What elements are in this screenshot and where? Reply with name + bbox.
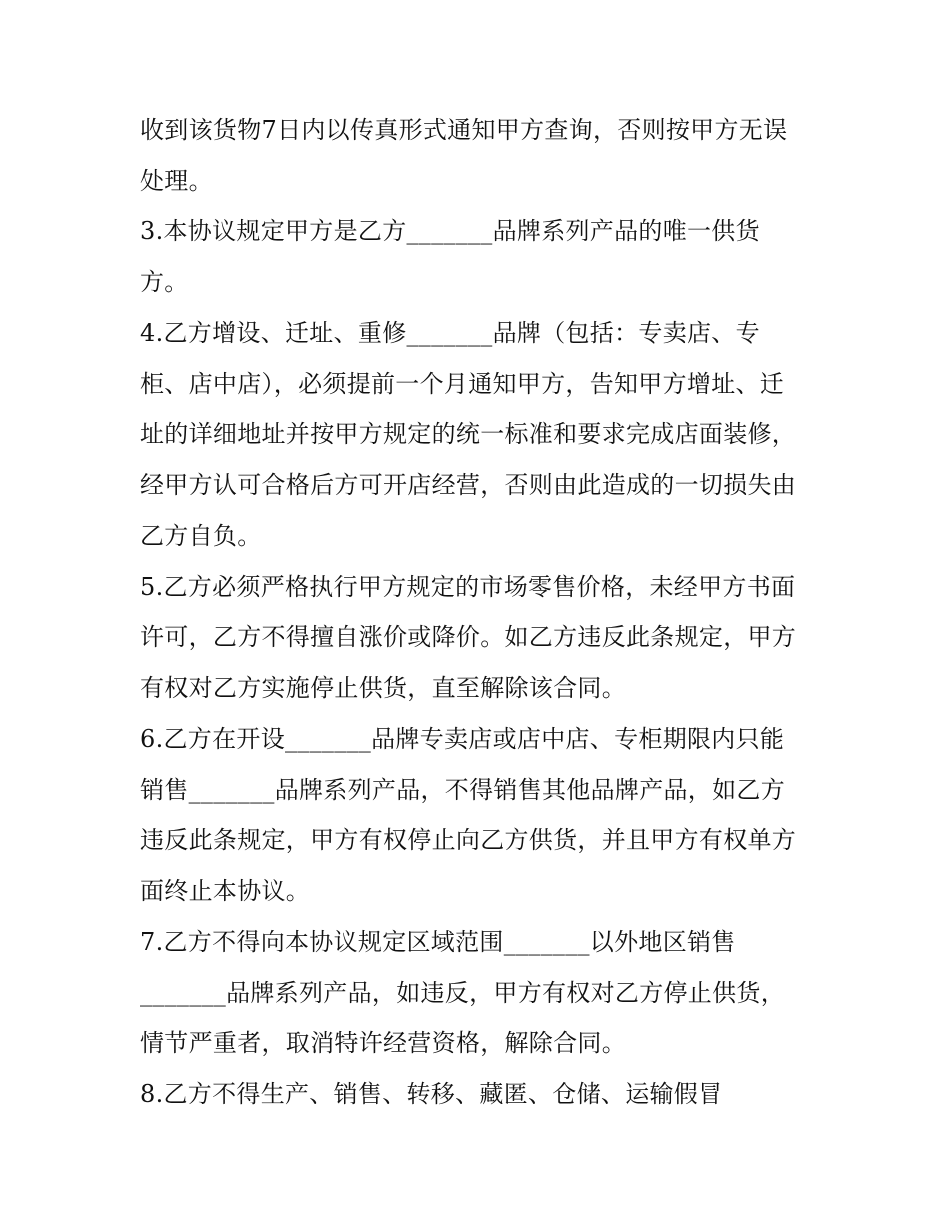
- text-line: 柜、店中店），必须提前一个月通知甲方，告知甲方增址、迁: [140, 370, 785, 398]
- text-line: 6.乙方在开设_______品牌专卖店或店中店、专柜期限内只能: [140, 725, 785, 753]
- text-line: 7.乙方不得向本协议规定区域范围_______以外地区销售: [140, 928, 736, 956]
- text-line: 3.本协议规定甲方是乙方_______品牌系列产品的唯一供货: [140, 217, 760, 245]
- text-line: 收到该货物7日内以传真形式通知甲方查询，否则按甲方无误: [140, 116, 788, 144]
- text-line: 违反此条规定，甲方有权停止向乙方供货，并且甲方有权单方: [140, 826, 797, 854]
- text-line: 址的详细地址并按甲方规定的统一标准和要求完成店面装修，: [140, 420, 797, 448]
- text-line: _______品牌系列产品，如违反，甲方有权对乙方停止供货，: [140, 979, 785, 1007]
- text-line: 方。: [140, 268, 189, 296]
- text-line: 4.乙方增设、迁址、重修_______品牌（包括：专卖店、专: [140, 319, 760, 347]
- text-line: 有权对乙方实施停止供货，直至解除该合同。: [140, 674, 626, 702]
- text-line: 销售_______品牌系列产品，不得销售其他品牌产品，如乙方: [140, 776, 785, 804]
- text-line: 经甲方认可合格后方可开店经营，否则由此造成的一切损失由: [140, 471, 797, 499]
- text-line: 许可，乙方不得擅自涨价或降价。如乙方违反此条规定，甲方: [140, 623, 797, 651]
- text-line: 5.乙方必须严格执行甲方规定的市场零售价格，未经甲方书面: [140, 573, 796, 601]
- text-line: 处理。: [140, 167, 213, 195]
- text-line: 8.乙方不得生产、销售、转移、藏匿、仓储、运输假冒: [140, 1080, 723, 1108]
- text-line: 面终止本协议。: [140, 877, 311, 905]
- text-line: 乙方自负。: [140, 522, 262, 550]
- text-line: 情节严重者，取消特许经营资格，解除合同。: [140, 1029, 626, 1057]
